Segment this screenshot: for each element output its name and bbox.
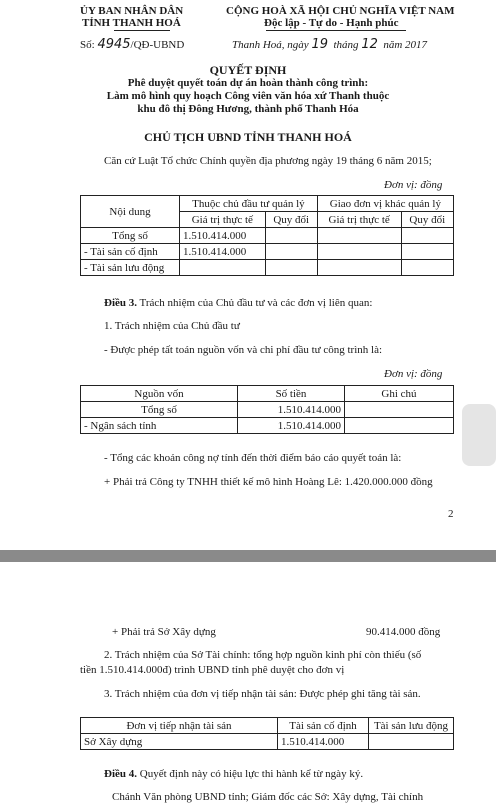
doc-number: Số: 4945/QĐ-UBND: [80, 37, 185, 52]
sub-converted-header: Quy đổi: [265, 212, 317, 228]
day-handwritten: 19: [311, 37, 328, 52]
table-row: - Ngân sách tỉnh 1.510.414.000: [81, 418, 454, 434]
col-unit-header: Đơn vị tiếp nhận tài sản: [81, 718, 278, 734]
col-fixed-header: Tài sản cố định: [278, 718, 369, 734]
col-note-header: Ghi chú: [345, 386, 454, 402]
col-content-header: Nội dung: [81, 196, 180, 228]
article-3-item3: 3. Trách nhiệm của đơn vị tiếp nhận tài sản: Được phép ghi tăng tài sản.: [104, 688, 421, 700]
sub-actual-header: Giá trị thực tế: [180, 212, 266, 228]
col-amount-header: Số tiền: [238, 386, 345, 402]
page-separator: [0, 550, 496, 562]
asset-recipient-table: [80, 717, 454, 750]
authority-heading: CHỦ TỊCH UBND TỈNH THANH HOÁ: [144, 130, 352, 144]
article-3: Điều 3. Trách nhiệm của Chủ đầu tư và các đơn vị liên quan:: [104, 297, 373, 309]
doc-date: Thanh Hoá, ngày 19 tháng 12 năm 2017: [232, 37, 428, 52]
scrollbar-thumb[interactable]: [462, 404, 496, 466]
sub-converted-header-2: Quy đổi: [401, 212, 453, 228]
decision-title-line2: Làm mô hình quy hoạch Công viên văn hóa xứ Thanh thuộc: [106, 90, 390, 102]
article-3-item1-text: - Được phép tất toán nguồn vốn và chi phí đầu tư công trình là:: [104, 344, 383, 356]
decision-title-line3: khu đô thị Đông Hương, thành phố Thanh Hóa: [137, 103, 359, 115]
unit-label: Đơn vị: đồng: [384, 179, 443, 191]
doc-number-handwritten: 4945: [97, 37, 131, 52]
month-handwritten: 12: [361, 37, 378, 52]
article-3-item2-line1: 2. Trách nhiệm của Sở Tài chính: tổng hợp nguồn kinh phí còn thiếu (số: [104, 649, 422, 661]
table-row: Tổng số 1.510.414.000: [81, 402, 454, 418]
decision-title-line1: Phê duyệt quyết toán dự án hoàn thành công trình:: [127, 77, 369, 89]
legal-basis: Căn cứ Luật Tổ chức Chính quyền địa phương ngày 19 tháng 6 năm 2015;: [104, 155, 432, 167]
group-other-header: Giao đơn vị khác quản lý: [317, 196, 453, 212]
debt-construction-amount: 90.414.000 đồng: [366, 626, 441, 638]
table-row: Tổng số 1.510.414.000: [81, 228, 454, 244]
group-owner-header: Thuộc chủ đầu tư quản lý: [180, 196, 318, 212]
table-row: - Tài sản cố định 1.510.414.000: [81, 244, 454, 260]
col-source-header: Nguồn vốn: [81, 386, 238, 402]
province-name: TỈNH THANH HOÁ: [82, 17, 181, 29]
unit-label-2: Đơn vị: đồng: [384, 368, 443, 380]
sub-actual-header-2: Giá trị thực tế: [317, 212, 401, 228]
table-row: - Tài sản lưu động: [81, 260, 454, 276]
decision-heading: QUYẾT ĐỊNH: [209, 63, 287, 77]
org-name: ỦY BAN NHÂN DÂN: [80, 5, 184, 17]
debts-line: - Tổng các khoản công nợ tính đến thời điểm báo cáo quyết toán là:: [104, 452, 402, 464]
motto-underline: [266, 30, 406, 31]
motto: Độc lập - Tự do - Hạnh phúc: [264, 17, 399, 29]
article-3-item2-line2: tiền 1.510.414.000đ) trình UBND tỉnh phê duyệt cho đơn vị: [80, 664, 345, 676]
table-row: Sở Xây dựng 1.510.414.000: [81, 734, 454, 750]
article-4-cut-line: Chánh Văn phòng UBND tỉnh; Giám đốc các Sở: Xây dựng, Tài chính: [112, 791, 424, 803]
funding-table: [80, 385, 454, 434]
page-number: 2: [448, 508, 454, 520]
debt-hoang-le: + Phải trả Công ty TNHH thiết kế mô hình Hoàng Lê: 1.420.000.000 đồng: [104, 476, 433, 488]
nation-name: CỘNG HOÀ XÃ HỘI CHỦ NGHĨA VIỆT NAM: [226, 5, 455, 17]
article-3-item1: 1. Trách nhiệm của Chủ đầu tư: [104, 320, 240, 332]
article-4: Điều 4. Quyết định này có hiệu lực thi hành kể từ ngày ký.: [104, 768, 364, 780]
org-underline: [114, 30, 170, 31]
document-page-2: [0, 562, 496, 803]
settlement-table: [80, 195, 454, 276]
col-current-header: Tài sản lưu động: [369, 718, 454, 734]
debt-construction-label: + Phải trả Sở Xây dựng: [112, 626, 216, 638]
